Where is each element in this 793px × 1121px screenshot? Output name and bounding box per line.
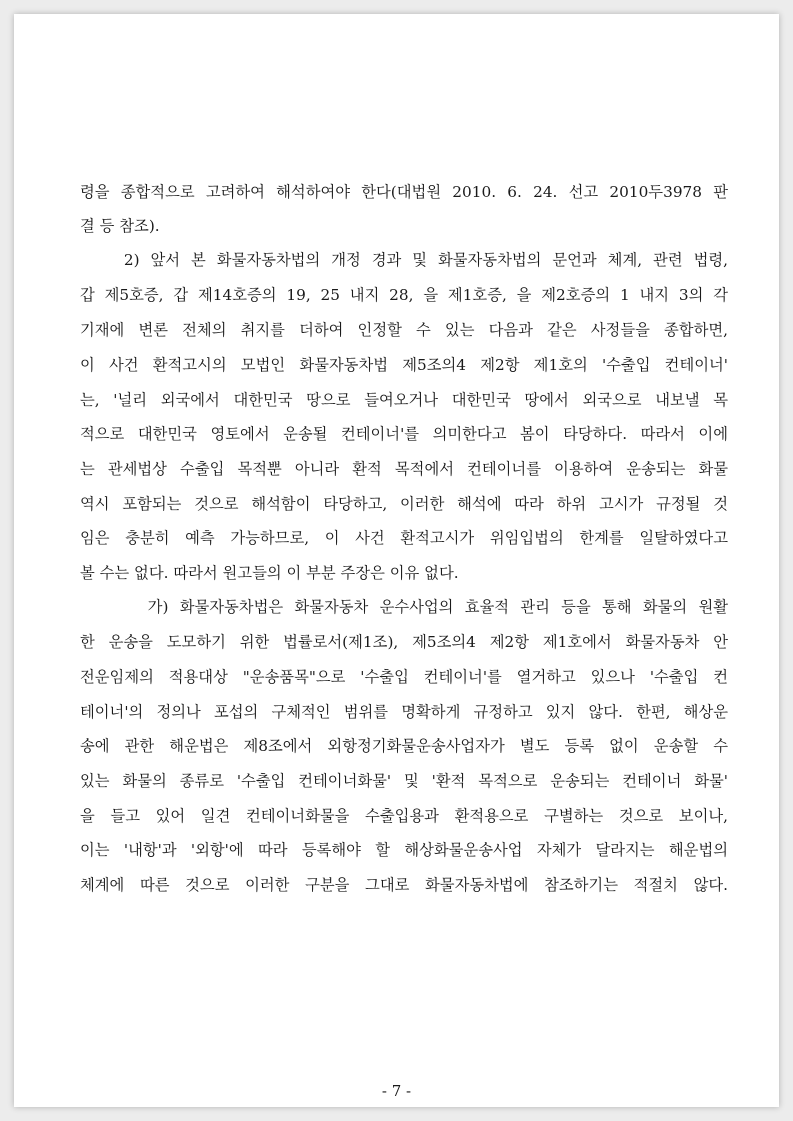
text-line: 는 관세법상 수출입 목적뿐 아니라 환적 목적에서 컨테이너를 이용하여 운송되는 화물 — [80, 460, 728, 478]
text-line: 있는 화물의 종류로 '수출입 컨테이너화물' 및 '환적 목적으로 운송되는 컨테이너 화물' — [80, 772, 728, 790]
text-line: 적으로 대한민국 영토에서 운송될 컨테이너'를 의미한다고 봄이 타당하다. 따라서 이에 — [80, 425, 728, 443]
text-line: 전운임제의 적용대상 "운송품목"으로 '수출입 컨테이너'를 열거하고 있으나 '수출입 컨 — [80, 668, 728, 686]
text-line: 결 등 참조). — [80, 217, 160, 235]
text-line: 볼 수는 없다. 따라서 원고들의 이 부분 주장은 이유 없다. — [80, 564, 459, 582]
document-page — [14, 14, 779, 1107]
text-line: 령을 종합적으로 고려하여 해석하여야 한다(대법원 2010. 6. 24. 선고 2010두3978 판 — [80, 183, 728, 201]
text-line: 테이너'의 정의나 포섭의 구체적인 범위를 명확하게 규정하고 있지 않다. 한편, 해상운 — [80, 703, 728, 721]
text-line: 2) 앞서 본 화물자동차법의 개정 경과 및 화물자동차법의 문언과 체계, 관련 법령, — [80, 251, 728, 269]
text-line: 한 운송을 도모하기 위한 법률로서(제1조), 제5조의4 제2항 제1호에서 화물자동차 안 — [80, 633, 728, 651]
text-line: 이 사건 환적고시의 모법인 화물자동차법 제5조의4 제2항 제1호의 '수출입 컨테이너' — [80, 356, 728, 374]
text-line: 는, '널리 외국에서 대한민국 땅으로 들여오거나 대한민국 땅에서 외국으로 내보낼 목 — [80, 391, 728, 409]
text-line: 을 들고 있어 일견 컨테이너화물을 수출입용과 환적용으로 구별하는 것으로 보이나, — [80, 807, 728, 825]
text-line: 기재에 변론 전체의 취지를 더하여 인정할 수 있는 다음과 같은 사정들을 종합하면, — [80, 321, 728, 339]
text-line: 송에 관한 해운법은 제8조에서 외항정기화물운송사업자가 별도 등록 없이 운송할 수 — [80, 737, 728, 755]
text-line: 가) 화물자동차법은 화물자동차 운수사업의 효율적 관리 등을 통해 화물의 원활 — [80, 598, 728, 616]
page-number: - 7 - — [381, 1082, 412, 1100]
text-line: 역시 포함되는 것으로 해석함이 타당하고, 이러한 해석에 따라 하위 고시가 규정될 것 — [80, 495, 728, 513]
text-line: 체계에 따른 것으로 이러한 구분을 그대로 화물자동차법에 참조하기는 적절치 않다. — [80, 876, 728, 894]
text-line: 이는 '내항'과 '외항'에 따라 등록해야 할 해상화물운송사업 자체가 달라지는 해운법의 — [80, 841, 728, 859]
text-line: 갑 제5호증, 갑 제14호증의 19, 25 내지 28, 을 제1호증, 을 제2호증의 1 내지 3의 각 — [80, 286, 728, 304]
text-line: 임은 충분히 예측 가능하므로, 이 사건 환적고시가 위임입법의 한계를 일탈하였다고 — [80, 529, 728, 547]
